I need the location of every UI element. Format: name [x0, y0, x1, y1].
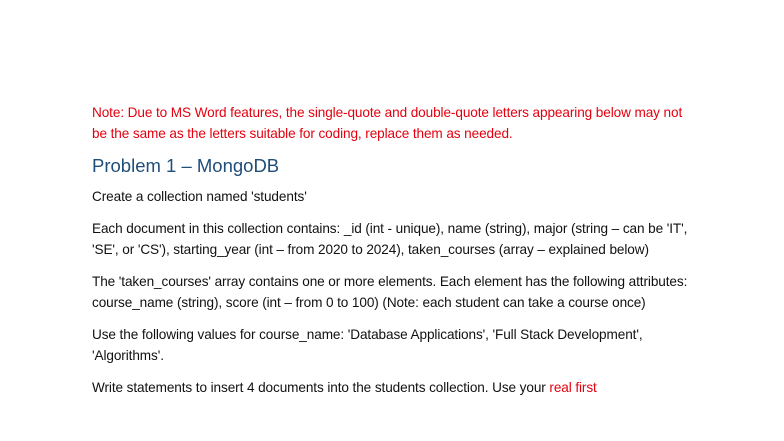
word-quote-note: Note: Due to MS Word features, the single-quote and double-quote letters appearing below may not be the same as the letters suitable for coding, replace them as needed.: [92, 105, 683, 141]
paragraph-taken-courses: The 'taken_courses' array contains one or more elements. Each element has the following attributes: course_name (string), score (int – from 0 to 100) (Note: each student can take a course once): [92, 273, 688, 310]
document-body: [92, 102, 692, 408]
insert-statement-text: Write statements to insert 4 documents into the students collection. Use your: [92, 379, 550, 395]
paragraph-create-collection: Create a collection named 'students': [92, 189, 307, 204]
paragraph-document-fields: Each document in this collection contains: _id (int - unique), name (string), major (string – can be 'IT', 'SE', or 'CS'), starting_year (int – from 2020 to 2024), taken_courses (array – explained below): [92, 220, 688, 257]
paragraph-insert-statements: [92, 377, 692, 399]
paragraph-course-names: Use the following values for course_name: 'Database Applications', 'Full Stack Development', 'Algorithms'.: [92, 326, 643, 363]
problem-heading: Problem 1 – MongoDB: [92, 155, 280, 176]
real-first-highlight: real first: [549, 379, 597, 395]
